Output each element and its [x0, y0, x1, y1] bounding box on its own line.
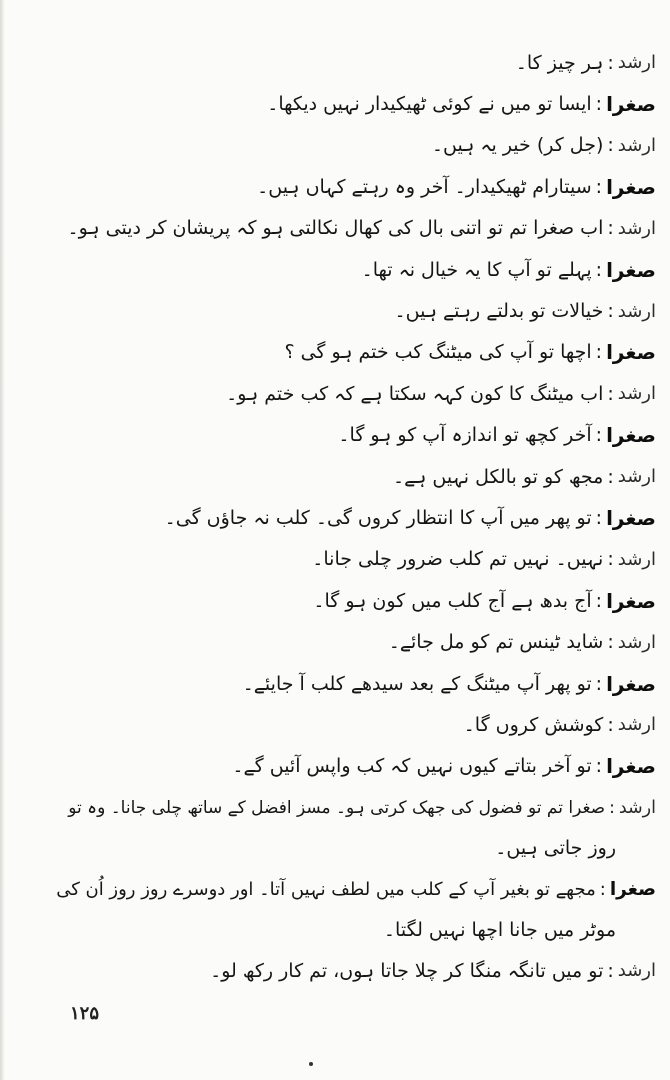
- speech-text: خیالات تو بدلتے رہتے ہیں۔: [394, 300, 604, 323]
- speaker-colon: :: [595, 175, 603, 198]
- dialogue-line-continuation: [56, 828, 656, 868]
- speaker-colon: :: [607, 631, 614, 654]
- speaker-name: ارشد: [618, 797, 656, 818]
- speaker-name: صغرا: [609, 878, 656, 900]
- speaker-name: ارشد: [617, 714, 656, 736]
- dialogue-line: [56, 621, 656, 662]
- dialogue-line: [56, 290, 656, 331]
- page-number: ۱۲۵: [70, 1003, 100, 1024]
- dialogue-line: [56, 456, 656, 497]
- speech-text: نہیں۔ نہیں تم کلب ضرور چلی جانا۔: [312, 548, 604, 571]
- speaker-name: ارشد: [617, 52, 656, 74]
- speaker-colon: :: [607, 300, 614, 323]
- speaker-colon: :: [595, 672, 603, 695]
- speech-text: تو پھر آپ میٹنگ کے بعد سیدھے کلب آ جایئے۔: [242, 672, 592, 695]
- speech-text: سیتارام ٹھیکیدار۔ آخر وہ رہتے کہاں ہیں۔: [257, 175, 592, 198]
- dialogue-line: [56, 539, 656, 580]
- dialogue-line: [56, 580, 656, 621]
- speech-text: صغرا تم تو فضول کی جھک کرتی ہو۔ مسز افضل کے ساتھ چلی جانا۔ وہ تو: [68, 798, 606, 819]
- speech-text: شاید ٹینس تم کو مل جائے۔: [388, 631, 604, 654]
- speech-text: اب صغرا تم تو اتنی بال کی کھال نکالتی ہو کہ پریشان کر دیتی ہو۔: [67, 217, 604, 240]
- speaker-name: صغرا: [606, 340, 656, 365]
- speaker-name: صغرا: [606, 588, 656, 613]
- speech-text: تو میں تانگہ منگا کر چلا جاتا ہوں، تم کار رکھ لو۔: [210, 959, 604, 982]
- speech-text: ایسا تو میں نے کوئی ٹھیکیدار نہیں دیکھا۔: [267, 93, 592, 116]
- speech-text: ہر چیز کا۔: [515, 51, 604, 74]
- speech-text: روز جاتی ہیں۔: [495, 837, 616, 860]
- speech-text: موٹر میں جانا اچھا نہیں لگتا۔: [383, 918, 616, 941]
- speaker-name: صغرا: [606, 754, 656, 779]
- speech-text: کوشش کروں گا۔: [463, 713, 604, 736]
- speaker-colon: :: [595, 506, 603, 529]
- speaker-colon: :: [595, 589, 603, 612]
- speaker-name: ارشد: [617, 383, 656, 405]
- speaker-colon: :: [595, 341, 603, 364]
- speaker-name: صغرا: [606, 671, 656, 696]
- speech-text: اب میٹنگ کا کون کہہ سکتا ہے کہ کب ختم ہو۔: [226, 382, 604, 405]
- speaker-colon: :: [607, 465, 614, 488]
- speaker-colon: :: [595, 93, 603, 116]
- dialogue-line: [56, 373, 656, 414]
- speaker-name: صغرا: [606, 174, 656, 199]
- speaker-colon: :: [607, 548, 614, 571]
- speech-text: مجھ کو تو بالکل نہیں ہے۔: [392, 465, 604, 488]
- dialogue-line: [56, 704, 656, 745]
- play-dialogue: [56, 42, 656, 991]
- speaker-name: ارشد: [617, 631, 656, 653]
- speaker-name: ارشد: [617, 960, 656, 981]
- speaker-colon: :: [607, 134, 614, 157]
- dialogue-line: [56, 746, 656, 787]
- speaker-colon: :: [607, 51, 614, 74]
- page-edge-shadow: [0, 0, 5, 1080]
- dialogue-line: [56, 787, 656, 828]
- speaker-colon: :: [607, 713, 614, 736]
- speaker-colon: :: [609, 797, 615, 818]
- speaker-name: ارشد: [617, 466, 656, 488]
- speaker-name: ارشد: [617, 548, 656, 570]
- speaker-name: ارشد: [617, 134, 656, 156]
- dialogue-line: [56, 415, 656, 456]
- dialogue-line: [56, 166, 656, 207]
- speech-text: (جل کر) خیر یہ ہیں۔: [431, 134, 604, 157]
- speech-text: آج بدھ ہے آج کلب میں کون ہو گا۔: [313, 589, 592, 612]
- dialogue-line: [56, 83, 656, 124]
- dialogue-line: [56, 249, 656, 290]
- speech-text: تو آخر بتاتے کیوں نہیں کہ کب واپس آئیں گے۔: [232, 755, 592, 778]
- speaker-name: ارشد: [617, 300, 656, 322]
- dialogue-line: [56, 497, 656, 538]
- dialogue-line: [56, 42, 656, 83]
- speech-text: تو پھر میں آپ کا انتظار کروں گی۔ کلب نہ جاؤں گی۔: [164, 506, 592, 529]
- speaker-name: ارشد: [617, 217, 656, 239]
- speech-text: اچھا تو آپ کی میٹنگ کب ختم ہو گی ؟: [284, 341, 592, 364]
- speaker-colon: :: [607, 382, 614, 405]
- speaker-colon: :: [607, 959, 614, 982]
- speaker-name: صغرا: [606, 92, 656, 117]
- speaker-colon: :: [599, 878, 606, 900]
- dialogue-line: [56, 332, 656, 373]
- speaker-colon: :: [607, 217, 614, 240]
- speaker-name: صغرا: [606, 257, 656, 282]
- speaker-name: صغرا: [606, 505, 656, 530]
- dialogue-line: [56, 663, 656, 704]
- speech-text: مجھے تو بغیر آپ کے کلب میں لطف نہیں آتا۔ اور دوسرے روز روز اُن کی: [56, 878, 596, 900]
- speech-text: آخر کچھ تو اندازہ آپ کو ہو گا۔: [338, 424, 592, 447]
- ink-dot: [309, 1062, 313, 1066]
- dialogue-line-continuation: [56, 910, 656, 950]
- dialogue-line: [56, 868, 656, 909]
- dialogue-line: [56, 125, 656, 166]
- speaker-colon: :: [595, 755, 603, 778]
- speaker-colon: :: [595, 258, 603, 281]
- speaker-name: صغرا: [606, 423, 656, 448]
- speech-text: پہلے تو آپ کا یہ خیال نہ تھا۔: [361, 258, 592, 281]
- dialogue-line: [56, 950, 656, 991]
- dialogue-line: [56, 208, 656, 249]
- speaker-colon: :: [595, 424, 603, 447]
